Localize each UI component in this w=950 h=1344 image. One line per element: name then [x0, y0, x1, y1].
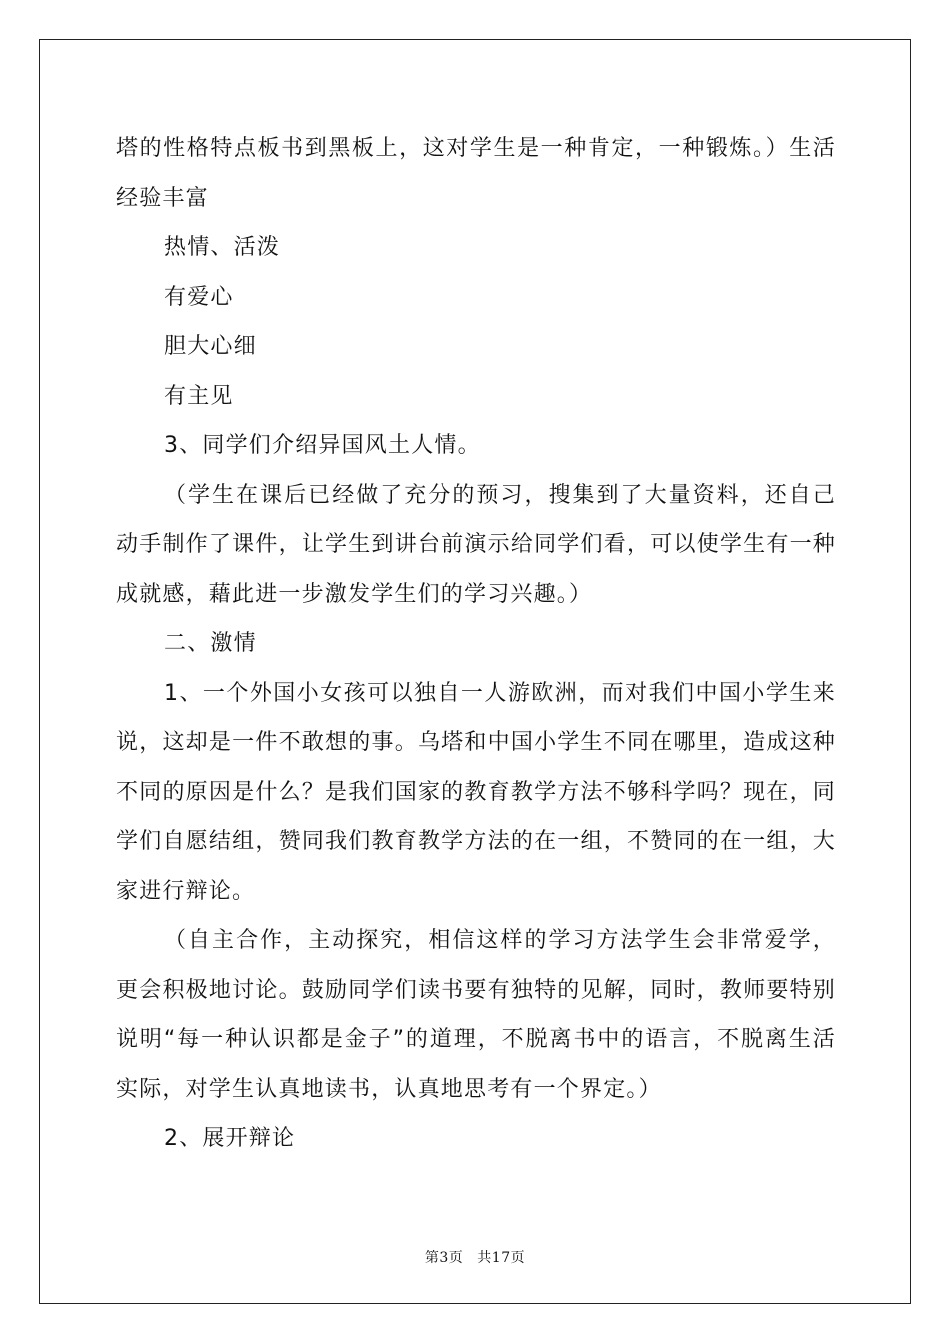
paragraph-item-2: 2、展开辩论 — [164, 1126, 296, 1151]
paragraph-trait-brave: 胆大心细 — [164, 334, 257, 359]
paragraph-trait-enthusiastic: 热情、活泼 — [164, 235, 281, 260]
document-body — [116, 124, 836, 1164]
paragraph-item-1: 1、一个外国小女孩可以独自一人游欧洲，而对我们中国小学生来说，这却是一件不敢想的事。乌塔和中国小学生不同在哪里，造成这种不同的原因是什么？是我们国家的教育教学方法不够科学吗？现在，同学们自愿结组，赞同我们教育教学方法的在一组，不赞同的在一组，大家进行辩论。 — [116, 680, 836, 904]
paragraph-trait-caring: 有爱心 — [164, 284, 234, 310]
paragraph-note-cooperation: （自主合作，主动探究，相信这样的学习方法学生会非常爱学，更会积极地讨论。鼓励同学们读书要有独特的见解，同时，教师要特别说明“每一种认识都是金子”的道理，不脱离书中的语言，不脱离生活实际，对学生认真地读书，认真地思考有一个界定。） — [116, 928, 836, 1102]
page-footer — [0, 1247, 950, 1267]
paragraph-trait-opinionated: 有主见 — [164, 383, 234, 409]
paragraph-item-3: 3、同学们介绍异国风土人情。 — [164, 433, 481, 458]
page-number: 第3页 — [424, 1250, 464, 1266]
paragraph-continuation: 塔的性格特点板书到黑板上，这对学生是一种肯定，一种锻炼。）生活经验丰富 — [116, 136, 836, 211]
section-heading-passion: 二、激情 — [164, 631, 257, 656]
page-total: 共17页 — [477, 1250, 526, 1266]
paragraph-note-preview: （学生在课后已经做了充分的预习，搜集到了大量资料，还自己动手制作了课件，让学生到讲台前演示给同学们看，可以使学生有一种成就感，藉此进一步激发学生们的学习兴趣。） — [116, 482, 836, 607]
